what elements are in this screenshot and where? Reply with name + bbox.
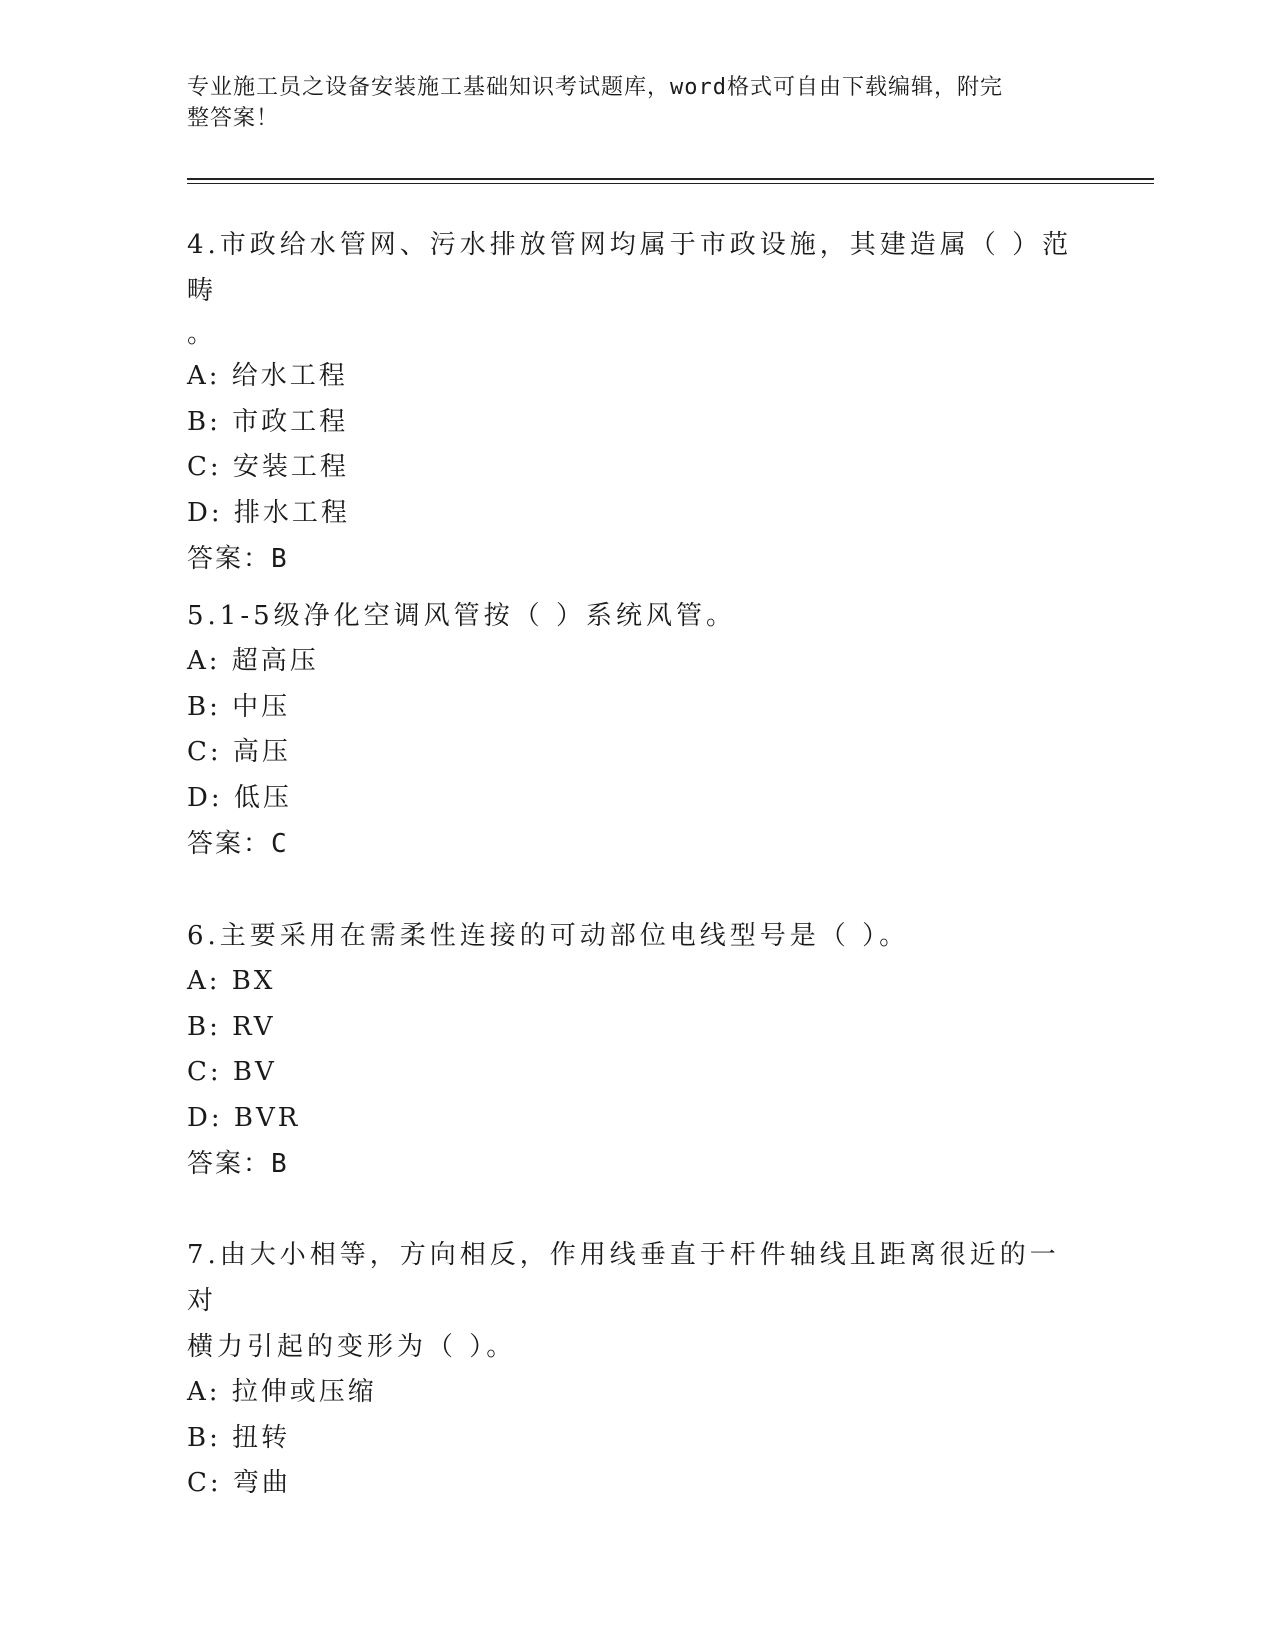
option-b: B: 市政工程	[187, 406, 349, 437]
question-6	[187, 913, 1087, 1187]
question-stem: 5.1-5级净化空调风管按（ ）系统风管。	[187, 601, 736, 631]
option-b: B: 扭转	[187, 1422, 291, 1453]
header-line-2: 整答案！	[187, 106, 280, 131]
header-line-1: 专业施工员之设备安装施工基础知识考试题库，word格式可自由下载编辑，附完	[187, 75, 1003, 100]
option-c: C: 高压	[187, 737, 291, 767]
question-stem: 7.由大小相等，方向相反，作用线垂直于杆件轴线且距离很近的一对	[187, 1240, 1060, 1316]
answer: 答案：B	[187, 544, 289, 574]
question-stem: 6.主要采用在需柔性连接的可动部位电线型号是（ ）。	[187, 921, 910, 951]
question-stem-continued: 横力引起的变形为（ ）。	[187, 1332, 517, 1362]
option-a: A: 拉伸或压缩	[187, 1377, 377, 1407]
question-7	[187, 1232, 1087, 1507]
option-a: A: 给水工程	[187, 361, 348, 391]
question-5	[187, 593, 1087, 867]
answer: 答案：C	[187, 829, 289, 859]
header-divider-top	[187, 178, 1154, 180]
option-d: D: BVR	[187, 1102, 301, 1133]
question-4	[187, 222, 1087, 582]
option-d: D: 低压	[187, 782, 292, 813]
option-a: A: 超高压	[187, 646, 319, 676]
option-d: D: 排水工程	[187, 497, 350, 528]
question-stem: 4.市政给水管网、污水排放管网均属于市政设施，其建造属（ ）范畴	[187, 230, 1073, 306]
answer: 答案：B	[187, 1149, 289, 1179]
question-stem-continued: 。	[187, 319, 218, 349]
option-b: B: RV	[187, 1011, 276, 1042]
header-divider-bottom	[187, 183, 1154, 184]
document-header	[187, 72, 1087, 134]
option-c: C: 弯曲	[187, 1468, 291, 1498]
option-a: A: BX	[187, 966, 276, 996]
option-b: B: 中压	[187, 691, 291, 722]
option-c: C: 安装工程	[187, 452, 349, 482]
option-c: C: BV	[187, 1057, 277, 1087]
